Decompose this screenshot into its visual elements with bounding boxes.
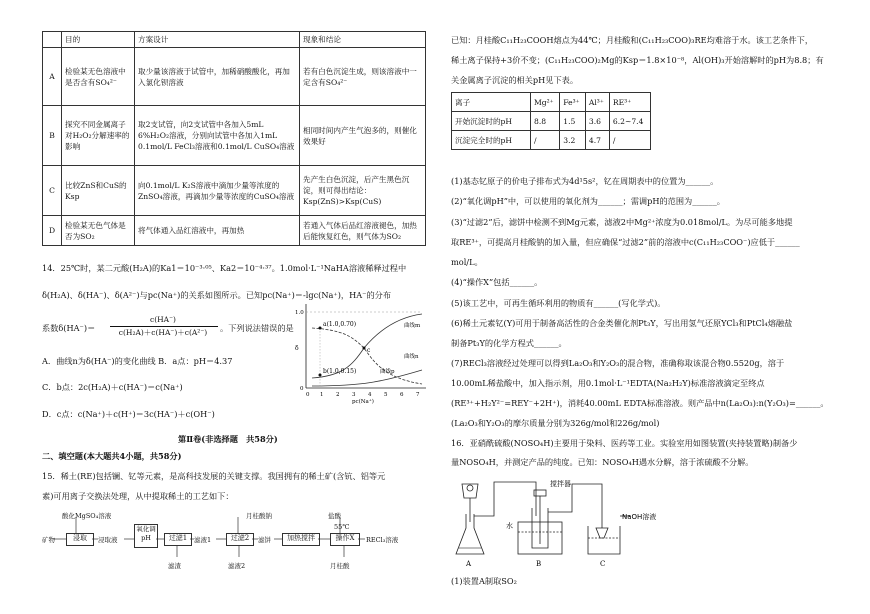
curve-p-label: 曲线p <box>380 369 395 375</box>
design-cell: 向0.1mol/L K₂S溶液中滴加少量等浓度的ZnSO₄溶液，再滴加少量等浓度的CuSO₄溶液 <box>135 166 300 216</box>
sub-question-3c: mol/L。 <box>451 257 483 267</box>
table-cell: 开始沉淀时的pH <box>452 112 531 131</box>
sub-question-7c: (RE³⁺+H₂Y²⁻=REY⁻+2H⁺)，消耗40.00mL EDTA标准溶液。则产品中n(La₂O₃):n(Y₂O₃)=______。 <box>451 398 829 408</box>
table-row <box>43 106 426 166</box>
table-row <box>43 216 426 246</box>
table-header-cell: Al³⁺ <box>585 93 609 112</box>
table-header-cell: 方案设计 <box>135 32 300 48</box>
q14-line2: δ(H₂A)、δ(HA⁻)、δ(A²⁻)与pc(Na⁺)的关系如图所示。已知pc(Na⁺)＝-lgc(Na⁺)，HA⁻的分布 <box>42 290 392 300</box>
x-tick: 5 <box>384 392 388 398</box>
result-cell: 相同时间内产生气泡多的，则催化效果好 <box>300 106 426 166</box>
table-cell: / <box>609 131 650 150</box>
stirrer-label: 搅拌器 <box>550 480 571 488</box>
purpose-cell: 比较ZnS和CuS的Ksp <box>62 166 135 216</box>
option-d: D．c点：c(Na⁺)＋c(H⁺)＝3c(HA⁻)＋c(OH⁻) <box>42 409 215 419</box>
table-header-cell: 离子 <box>452 93 531 112</box>
x-tick: 1 <box>320 392 324 398</box>
option-a: A．曲线n为δ(HA⁻)的变化曲线 B．a点：pH＝4.37 <box>42 356 233 366</box>
q14-line3b: 。下列说法错误的是 <box>220 323 294 333</box>
heat-stir-box: 加热搅拌 <box>282 533 320 546</box>
table-header-cell: Mg²⁺ <box>531 93 560 112</box>
sub-question-3a: (3)“过滤2”后，滤饼中检测不到Mg元素，滤液2中Mg²⁺浓度为0.018mol/L。为尽可能多地提 <box>451 217 793 227</box>
purpose-cell: 检验某无色溶液中是否含有SO₄²⁻ <box>62 48 135 106</box>
sub-question-7a: (7)RECl₃溶液经过处理可以得到La₂O₃和Y₂O₃的混合物，准确称取该混合物0.5520g，溶于 <box>451 358 785 368</box>
y-tick-0: 0 <box>300 386 304 392</box>
table-header-cell: Fe³⁺ <box>560 93 586 112</box>
info-line3: 关金属离子沉淀的相关pH见下表。 <box>451 75 579 85</box>
filter-cake-label: 滤饼 <box>258 536 271 544</box>
product-label: RECl₃溶液 <box>366 536 399 544</box>
lauric-acid-label: 月桂酸 <box>330 562 350 570</box>
x-tick: 4 <box>368 392 372 398</box>
table-row <box>452 112 651 131</box>
reagent-mgso4: 酸化MgSO₄溶液 <box>62 512 112 520</box>
table-cell: 3.2 <box>560 131 586 150</box>
q14-line3a: 系数δ(HA⁻)＝ <box>42 323 96 333</box>
label-a: A <box>466 560 472 568</box>
water-label: 水 <box>506 522 513 530</box>
row-label: B <box>43 106 62 166</box>
row-label: D <box>43 216 62 246</box>
curve-n-label: 曲线n <box>404 354 419 360</box>
table-header-cell <box>43 32 62 48</box>
point-c-label: c <box>367 347 371 354</box>
table-cell: 8.8 <box>531 112 560 131</box>
residue-label: 滤渣 <box>168 562 181 570</box>
flow-arrows <box>40 505 370 565</box>
purpose-cell: 探究不同金属离子对H₂O₂分解速率的影响 <box>62 106 135 166</box>
sub-question-3b: 取RE³⁺，可提高月桂酸钠的加入量，但应确保“过滤2”前的溶液中c(C₁₁H₂₃COO⁻)应低于______ <box>451 237 800 247</box>
y-axis-label: δ <box>295 345 299 352</box>
sub-question-1: (1)基态钇原子的价电子排布式为4d¹5s²，钇在周期表中的位置为______。 <box>451 176 719 186</box>
sub-question-2: (2)“氧化调pH”中，可以使用的氧化剂为______；需调pH的范围为______。 <box>451 196 725 206</box>
label-b: B <box>536 560 542 568</box>
x-tick: 0 <box>306 392 310 398</box>
leach-box: 浸取 <box>66 533 94 546</box>
sub-question-6b: 制备Pt₃Y的化学方程式______。 <box>451 338 567 348</box>
q15-line2: 素)可用离子交换法处理，从中提取稀土的工艺如下： <box>42 491 234 501</box>
curve-m-label: 曲线m <box>404 323 421 329</box>
distribution-graph <box>292 300 432 404</box>
x-tick: 6 <box>400 392 404 398</box>
apparatus-diagram <box>452 476 662 572</box>
x-axis-label: pc(Na⁺) <box>352 399 374 404</box>
filtrate2-label: 滤液2 <box>228 562 246 570</box>
sub-question-7d: (La₂O₃和Y₂O₃的摩尔质量分别为326g/mol和226g/mol) <box>451 418 660 428</box>
table-cell: / <box>531 131 560 150</box>
sub-question-4: (4)“操作X”包括______。 <box>451 277 543 287</box>
table-cell: 沉淀完全时的pH <box>452 131 531 150</box>
table-cell: 1.5 <box>560 112 586 131</box>
oxidize-box: 氧化调pH <box>134 524 158 548</box>
table-header-row <box>452 93 651 112</box>
design-cell: 将气体通入品红溶液中，再加热 <box>135 216 300 246</box>
q16-sub1: (1)装置A制取SO₂ <box>451 576 517 586</box>
table-row <box>452 131 651 150</box>
operation-x-box: 操作X <box>330 533 360 546</box>
row-label: C <box>43 166 62 216</box>
sub-question-6a: (6)稀土元素钇(Y)可用于制备高活性的合金类催化剂Pt₃Y，写出用氢气还原YCl₃和PtCl₄熔融盐 <box>451 318 793 328</box>
result-cell: 若通入气体后品红溶液褪色，加热后能恢复红色，则气体为SO₂ <box>300 216 426 246</box>
q15-line1: 15．稀土(RE)包括镧、钇等元素，是高科技发展的关键支撑。我国拥有的稀土矿(含钪、铝等元 <box>42 471 386 481</box>
row-label: A <box>43 48 62 106</box>
result-cell: 若有白色沉淀生成，则该溶液中一定含有SO₄²⁻ <box>300 48 426 106</box>
leachate-label: 浸取液 <box>98 536 118 544</box>
table-row <box>43 48 426 106</box>
point-a-label: a(1.0,0.70) <box>323 321 357 328</box>
temperature-label: 55℃ <box>334 523 350 531</box>
reagent-sodium-laurate: 月桂酸钠 <box>246 512 272 520</box>
table-cell: 6.2~7.4 <box>609 112 650 131</box>
q14-line1: 14．25℃时，某二元酸(H₂A)的Ka1＝10⁻³·⁰⁵、Ka2＝10⁻⁴·³⁷。1.0mol·L⁻¹NaHA溶液稀释过程中 <box>42 263 407 273</box>
experiment-table <box>42 31 426 246</box>
sub-question-5: (5)该工艺中，可再生循环利用的物质有______(写化学式)。 <box>451 298 666 308</box>
table-header-cell: 目的 <box>62 32 135 48</box>
ion-ph-table <box>451 92 651 150</box>
reagent-hcl: 盐酸 <box>328 512 341 520</box>
filtrate1-label: 滤液1 <box>194 536 212 544</box>
q16-line1: 16．亚硝酰硫酸(NOSO₄H)主要用于染料、医药等工业。实验室用如图装置(夹持装置略)制备少 <box>451 438 798 448</box>
part2-title: 第Ⅱ卷(非选择题 共58分) <box>178 434 278 444</box>
design-cell: 取2支试管，向2支试管中各加入5mL 6%H₂O₂溶液，分别向试管中各加入1mL 0.1mol/L FeCl₃溶液和0.1mol/L CuSO₄溶液 <box>135 106 300 166</box>
ore-label: 矿物 <box>42 536 55 544</box>
x-tick: 7 <box>416 392 420 398</box>
table-header-row <box>43 32 426 48</box>
info-line2: 稀土离子保持+3价不变；(C₁₁H₂₃COO)₂Mg的Ksp＝1.8×10⁻⁸，Al(OH)₃开始溶解时的pH为8.8；有 <box>451 55 824 65</box>
table-cell: 4.7 <box>585 131 609 150</box>
table-cell: 3.6 <box>585 112 609 131</box>
y-tick-1: 1.0 <box>295 310 304 316</box>
sub-question-7b: 10.00mL稀盐酸中，加入指示剂，用0.1mol·L⁻¹EDTA(Na₂H₂Y)标准溶液滴定至终点 <box>451 378 765 388</box>
q16-line2: 量NOSO₄H，并测定产品的纯度。已知：NOSO₄H遇水分解，溶于浓硫酸不分解。 <box>451 457 754 467</box>
info-line1: 已知：月桂酸C₁₁H₂₃COOH熔点为44℃；月桂酸和(C₁₁H₂₃COO)₃RE均难溶于水。该工艺条件下， <box>451 35 814 45</box>
x-tick: 2 <box>336 392 340 398</box>
option-c: C．b点：2c(H₂A)＋c(HA⁻)＝c(Na⁺) <box>42 382 183 392</box>
label-c: C <box>600 560 606 568</box>
fraction-denominator: c(H₂A)＋c(HA⁻)＋c(A²⁻) <box>118 328 208 337</box>
table-header-cell: RE³⁺ <box>609 93 650 112</box>
table-header-cell: 现象和结论 <box>300 32 426 48</box>
x-tick: 3 <box>352 392 356 398</box>
point-b-label: b(1.0,0.15) <box>323 368 357 375</box>
result-cell: 先产生白色沉淀，后产生黑色沉淀，则可得出结论：Ksp(ZnS)>Ksp(CuS) <box>300 166 426 216</box>
table-row <box>43 166 426 216</box>
purpose-cell: 检验某无色气体是否为SO₂ <box>62 216 135 246</box>
section-heading: 二、填空题(本大题共4小题，共58分) <box>42 451 182 461</box>
filter2-box: 过滤2 <box>226 533 254 546</box>
design-cell: 取少量该溶液于试管中，加稀硝酸酸化，再加入氯化钡溶液 <box>135 48 300 106</box>
fraction-numerator: c(HA⁻) <box>150 315 176 324</box>
filter1-box: 过滤1 <box>164 533 192 546</box>
naoh-label: NaOH溶液 <box>622 513 657 521</box>
